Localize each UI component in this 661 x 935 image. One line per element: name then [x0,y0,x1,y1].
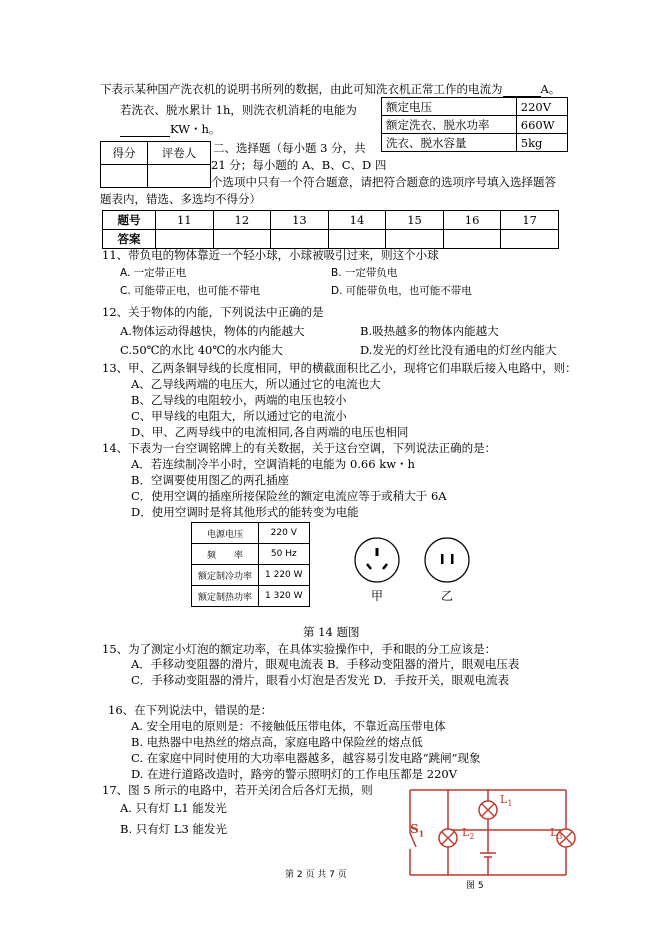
lamp-l1-label [500,793,512,808]
figure5-caption: 图 5 [466,881,484,891]
spec-value: 660W [516,116,567,134]
spec-table [381,97,568,152]
nameplate-label: 频 率 [192,544,259,565]
q17-stem: 17、图 5 所示的电路中，若开关闭合后各灯无损，则 [102,783,373,797]
answer-table [102,210,559,249]
answer-blank-2[interactable] [120,124,170,137]
intro-text: 下表示某种国产洗衣机的说明书所列的数据，由此可知洗衣机正常工作的电流为 [100,82,503,96]
lamp-l3-sub: 3 [557,832,563,842]
table-row [192,586,310,607]
q13-option-d: D、甲、乙两导线中的电流相同,各自两端的电压也相同 [131,425,409,439]
lamp-l2-icon [439,829,457,847]
question-number: 15 [386,211,444,230]
lamp-l3-label [550,826,562,841]
q11-option-a: A. 一定带正电 [120,267,187,279]
lamp-l2-label [462,826,474,841]
lamp-l1-sub: 1 [507,799,513,809]
lamp-l3-letter: L [550,826,558,839]
answer-cell[interactable] [443,230,501,249]
q12-option-a: A.物体运动得越快，物体的内能越大 [120,324,305,338]
q12-stem: 12、关于物体的内能，下列说法中正确的是 [102,305,324,319]
socket-figure [350,530,480,605]
spec-label: 洗衣、脱水容量 [382,134,517,152]
socket-jia-label: 甲 [371,589,384,603]
q14-caption: 第 14 题图 [303,625,360,639]
answer-cell[interactable] [501,230,559,249]
nameplate-value: 1 220 W [259,565,310,586]
q12-option-d: D.发光的灯丝比没有通电的灯丝内能大 [360,343,557,357]
score-header: 得分 [101,142,148,165]
grader-cell[interactable] [148,165,211,188]
table-row [103,211,559,230]
q11-option-b: B. 一定带负电 [331,267,398,279]
lamp-l1-letter: L [500,793,508,806]
answer-cell[interactable] [386,230,444,249]
answer-blank[interactable] [503,84,541,97]
question-number: 17 [501,211,559,230]
q15-stem: 15、为了测定小灯泡的额定功率，在具体实验操作中，手和眼的分工应该是： [102,642,497,656]
question-number: 13 [271,211,329,230]
answer-cell[interactable] [156,230,214,249]
q16-option-d: D. 在进行道路改造时，路旁的警示照明灯的工作电压都是 220V [131,767,458,781]
table-row [192,544,310,565]
nameplate-table [191,522,310,607]
section2-line1: 二、选择题（每小题 3 分，共 [213,141,366,155]
q14-option-a: A．若连续制冷半小时，空调消耗的电能为 0.66 kw・h [131,457,415,471]
q14-stem: 14、下表为一台空调铭牌上的有关数据，关于这台空调，下列说法正确的是： [102,441,497,455]
switch-label-sub: 1 [418,828,425,839]
q16-stem: 16、在下列说法中，错误的是： [108,703,273,717]
intro-line [100,82,560,97]
score-table [100,141,211,188]
number-header: 题号 [103,211,156,230]
question-number: 11 [156,211,214,230]
answer-cell[interactable] [271,230,329,249]
switch-label-letter: S [410,822,419,836]
q12-option-b: B.吸热越多的物体内能越大 [360,324,499,338]
q14-option-c: C．使用空调的插座所接保险丝的额定电流应等于或稍大于 6A [131,489,447,503]
section2-line2: 21 分；每小题的 A、B、C、D 四 [211,158,387,172]
nameplate-value: 220 V [259,523,310,544]
intro-unit: A。 [540,82,561,96]
answer-cell[interactable] [328,230,386,249]
lamp-l1-icon [479,801,497,819]
socket-yi-label: 乙 [441,589,454,603]
nameplate-label: 额定制冷功率 [192,565,259,586]
spec-value: 220V [516,98,567,116]
q14-option-d: D．使用空调时是将其他形式的能转变为电能 [131,505,359,519]
nameplate-value: 50 Hz [259,544,310,565]
q16-option-a: A. 安全用电的原则是：不接触低压带电体，不靠近高压带电体 [131,719,446,733]
q12-option-c: C.50℃的水比 40℃的水内能大 [120,343,283,357]
table-row [103,230,559,249]
spec-label: 额定洗衣、脱水功率 [382,116,517,134]
table-row [382,98,568,116]
q11-option-c: C. 可能带正电，也可能不带电 [120,285,261,297]
q11-option-d: D. 可能带负电，也可能不带电 [331,285,472,297]
question-number: 14 [328,211,386,230]
spec-value: 5kg [516,134,567,152]
socket-jia-icon [355,538,399,582]
intro-line2: 若洗衣、脱水累计 1h，则洗衣机消耗的电能为 [120,103,357,117]
grader-header: 评卷人 [148,142,211,165]
question-number: 12 [213,211,271,230]
table-row [382,116,568,134]
q16-option-c: C. 在家庭中同时使用的大功率电器越多，越容易引发电路“跳闸”现象 [131,751,481,765]
q17-option-b: B. 只有灯 L3 能发光 [120,822,228,836]
answer-header: 答案 [103,230,156,249]
q14-option-b: B．空调要使用图乙的两孔插座 [131,473,289,487]
intro-unit2: KW・h。 [170,122,221,136]
question-number: 16 [443,211,501,230]
nameplate-value: 1 320 W [259,586,310,607]
q13-stem: 13、甲、乙两条铜导线的长度相同，甲的横截面积比乙小，现将它们串联后接入电路中，则： [102,361,577,375]
section2-line3: 个选项中只有一个符合题意，请把符合题意的选项序号填入选择题答 [211,175,556,189]
q13-option-b: B、乙导线的电阻较小，两端的电压也较小 [131,393,347,407]
answer-cell[interactable] [213,230,271,249]
nameplate-label: 额定制热功率 [192,586,259,607]
q11-stem: 11、带负电的物体靠近一个轻小球，小球被吸引过来，则这个小球 [102,248,439,262]
socket-yi-icon [425,538,469,582]
section2-line4: 题表内，错选、多选均不得分） [100,192,261,206]
table-row [192,565,310,586]
intro-line3 [120,122,220,137]
table-row [382,134,568,152]
score-cell[interactable] [101,165,148,188]
q17-option-a: A. 只有灯 L1 能发光 [120,801,227,815]
q16-option-b: B. 电热器中电热丝的熔点高，家庭电路中保险丝的熔点低 [131,735,423,749]
spec-label: 额定电压 [382,98,517,116]
lamp-l2-sub: 2 [469,832,475,842]
q13-option-c: C、甲导线的电阻大，所以通过它的电流小 [131,409,347,423]
q13-option-a: A、乙导线两端的电压大，所以通过它的电流也大 [131,377,381,391]
nameplate-label: 电源电压 [192,523,259,544]
lamp-l2-letter: L [462,826,470,839]
switch-label [410,822,424,838]
q15-options-cd: C．手移动变阻器的滑片，眼看小灯泡是否发光 D．手按开关，眼观电流表 [131,673,510,687]
table-row [192,523,310,544]
page-footer: 第 2 页 共 7 页 [285,870,347,880]
q15-options-ab: A．手移动变阻器的滑片，眼观电流表 B．手移动变阻器的滑片，眼观电压表 [131,657,520,671]
